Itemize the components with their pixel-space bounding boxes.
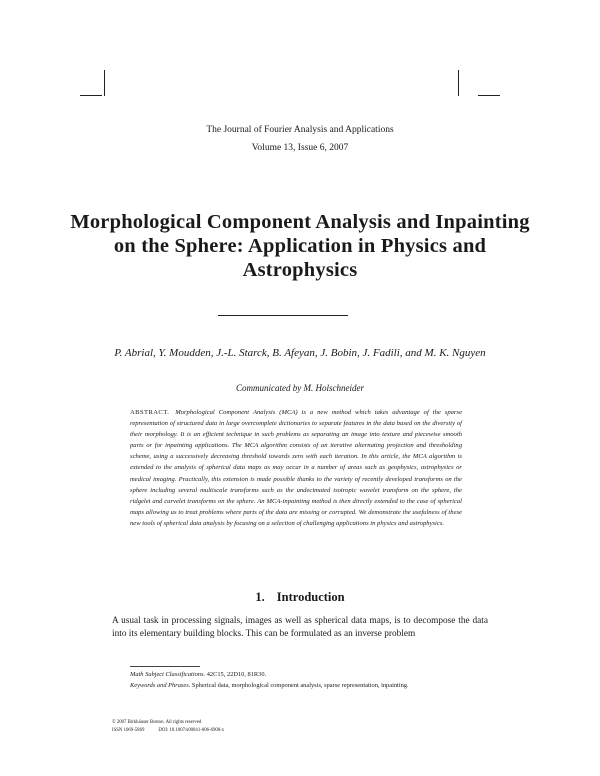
abstract-text: Morphological Component Analysis (MCA) is a new method which takes advantage of the sparse representation of structured data in large overcomplete dictionaries to separate features in the data based on the diversity of their morphology. It is an efficient technique in such problems as separating an image into texture and piecewise smooth parts or for inpainting applications. The MCA algorithm consists of an iterative alternating projection and thresholding scheme, using a successively decreasing threshold towards zero with each iteration. In this article, the MCA algorithm is extended to the analysis of spherical data maps as may occur in a number of areas such as geophysics, astrophysics or medical imaging. Practically, this extension is made possible thanks to the variety of recently developed transforms on the sphere including several multiscale transforms such as the undecimated isotropic wavelet transform on the sphere, the ridgelet and curvelet transforms on the sphere. An MCA-inpainting method is then directly extended to the case of spherical maps allowing us to treat problems where parts of the data are missing or corrupted. We demonstrate the usefulness of these new tools of spherical data analysis by focusing on a selection of challenging applications in physics and astrophysics. [130, 409, 462, 527]
footnote-divider [130, 666, 200, 667]
copyright-block [112, 719, 412, 735]
paper-title: Morphological Component Analysis and Inpainting on the Sphere: Application in Physics and Astrophysics [70, 211, 530, 281]
issn-doi-line [112, 727, 412, 735]
abstract [130, 407, 462, 529]
title-divider [218, 315, 348, 316]
journal-volume: Volume 13, Issue 6, 2007 [251, 143, 349, 153]
section-title: Introduction [276, 590, 345, 604]
journal-name: The Journal of Fourier Analysis and Applications [206, 125, 394, 135]
footnotes [130, 670, 462, 691]
footnote-keywords-label: Keywords and Phrases. [130, 681, 191, 689]
footnote-keywords-value: Spherical data, morphological component analysis, sparse representation, inpainting. [191, 681, 409, 689]
section-heading [0, 590, 600, 604]
intro-paragraph: A usual task in processing signals, images as well as spherical data maps, is to decompose the data into its elementary building blocks. This can be formulated as an inverse problem [112, 616, 488, 639]
crop-mark [104, 70, 105, 96]
doi: DOI: 10.1007/s00041-006-6908-x [158, 728, 225, 733]
footnote-keywords [130, 681, 462, 692]
footnote-msc-value: 42C15, 22D10, 81R30. [206, 671, 267, 678]
section-number: 1. [255, 590, 265, 604]
crop-mark [80, 95, 102, 96]
footnote-msc-label: Math Subject Classifications. [130, 671, 206, 678]
crop-mark [478, 95, 500, 96]
journal-header [0, 124, 600, 154]
author-list: P. Abrial, Y. Moudden, J.-L. Starck, B. Afeyan, J. Bobin, J. Fadili, and M. K. Nguyen [114, 347, 486, 359]
copyright-line: © 2007 Birkhäuser Boston. All rights reserved [112, 720, 202, 725]
crop-mark [458, 70, 459, 96]
issn: ISSN 1069-5869 [112, 728, 145, 733]
communicated-by: Communicated by M. Holschneider [236, 383, 364, 393]
abstract-label: ABSTRACT. [130, 409, 170, 416]
footnote-msc [130, 670, 462, 681]
